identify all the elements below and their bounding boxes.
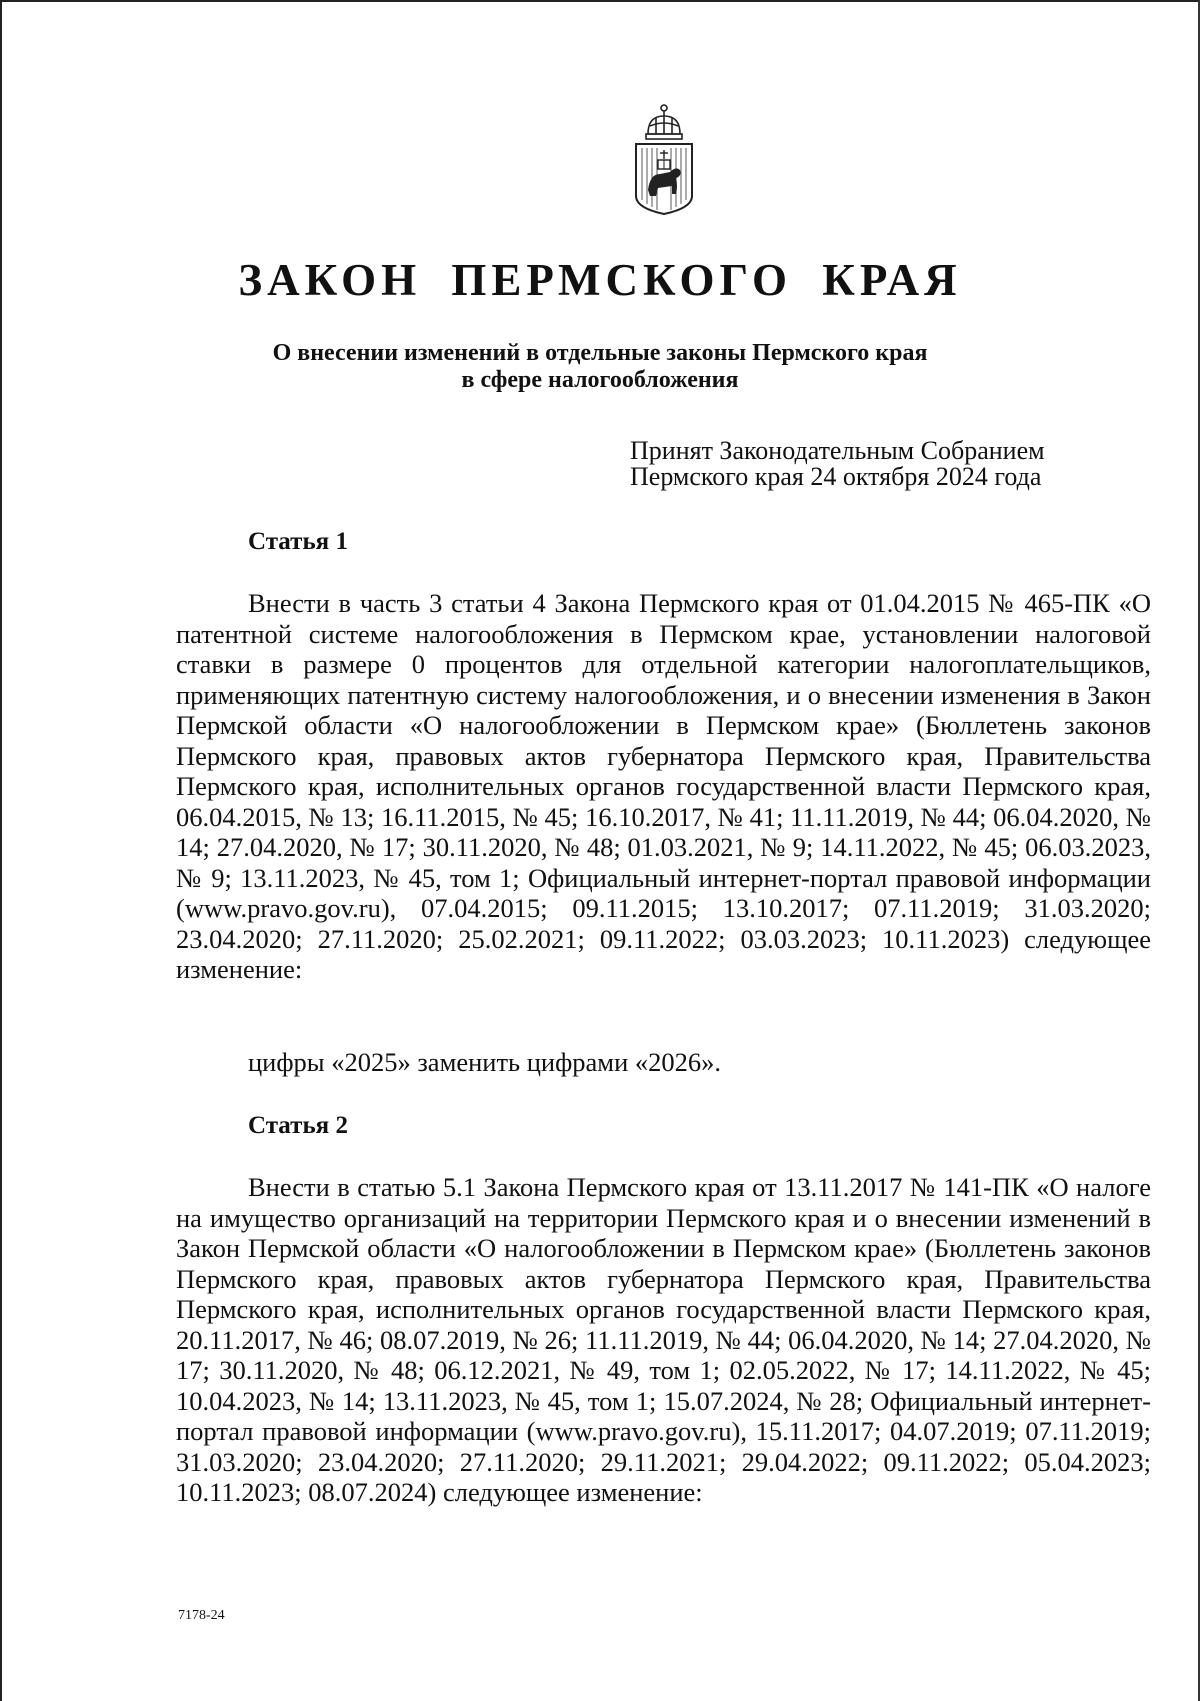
article-1-paragraph: Внести в часть 3 статьи 4 Закона Пермского края от 01.04.2015 № 465-ПК «О патентной системе налогообложения в Пермском крае, установлении налоговой ставки в размере 0 процентов для отдельной категории налогоплательщиков, применяющих патентную систему налогообложения, и о внесении изменения в Закон Пермской области «О налогообложении в Пермском крае» (Бюллетень законов Пермского края, правовых актов губернатора Пермского края, Правительства Пермского края, исполнительных органов государственной власти Пермского края, 06.04.2015, № 13; 16.11.2015, № 45; 16.10.2017, № 41; 11.11.2019, № 44; 06.04.2020, № 14; 27.04.2020, № 17; 30.11.2020, № 48; 01.03.2021, № 9; 14.11.2022, № 45; 06.03.2023, № 9; 13.11.2023, № 45, том 1; Официальный интернет-портал правовой информации (www.pravo.gov.ru), 07.04.2015; 09.11.2015; 13.10.2017; 07.11.2019; 31.03.2020; 23.04.2020; 27.11.2020; 25.02.2021; 09.11.2022; 03.03.2023; 10.11.2023) следующее изменение: bbox=[176, 588, 1151, 984]
article-2-heading: Статья 2 bbox=[248, 1112, 348, 1139]
adoption-note-line-2: Пермского края 24 октября 2024 года bbox=[630, 462, 1042, 491]
law-subtitle-line-2: в сфере налогообложения bbox=[461, 367, 739, 393]
law-title: ЗАКОН ПЕРМСКОГО КРАЯ bbox=[238, 255, 962, 305]
article-1-heading: Статья 1 bbox=[248, 528, 348, 555]
adoption-note-line-1: Принят Законодательным Собранием bbox=[630, 436, 1045, 465]
article-1-change: цифры «2025» заменить цифрами «2026». bbox=[248, 1047, 722, 1077]
article-2-paragraph: Внести в статью 5.1 Закона Пермского края от 13.11.2017 № 141-ПК «О налоге на имущество организаций на территории Пермского края и о внесении изменений в Закон Пермской области «О налогообложении в Пермском крае» (Бюллетень законов Пермского края, правовых актов губернатора Пермского края, Правительства Пермского края, исполнительных органов государственной власти Пермского края, 20.11.2017, № 46; 08.07.2019, № 26; 11.11.2019, № 44; 06.04.2020, № 14; 27.04.2020, № 17; 30.11.2020, № 48; 06.12.2021, № 49, том 1; 02.05.2022, № 17; 14.11.2022, № 45; 10.04.2023, № 14; 13.11.2023, № 45, том 1; 15.07.2024, № 28; Официальный интернет-портал правовой информации (www.pravo.gov.ru), 15.11.2017; 04.07.2019; 07.11.2019; 31.03.2020; 23.04.2020; 27.11.2020; 29.11.2021; 29.04.2022; 09.11.2022; 05.04.2023; 10.11.2023; 08.07.2024) следующее изменение: bbox=[176, 1172, 1151, 1507]
law-subtitle-line-1: О внесении изменений в отдельные законы Пермского края bbox=[272, 340, 928, 366]
law-subtitle bbox=[200, 340, 1000, 394]
adoption-note bbox=[630, 438, 1085, 490]
page-top-border bbox=[0, 0, 1200, 2]
perm-krai-coat-of-arms-icon bbox=[630, 104, 698, 216]
document-number: 7178-24 bbox=[178, 1608, 225, 1623]
